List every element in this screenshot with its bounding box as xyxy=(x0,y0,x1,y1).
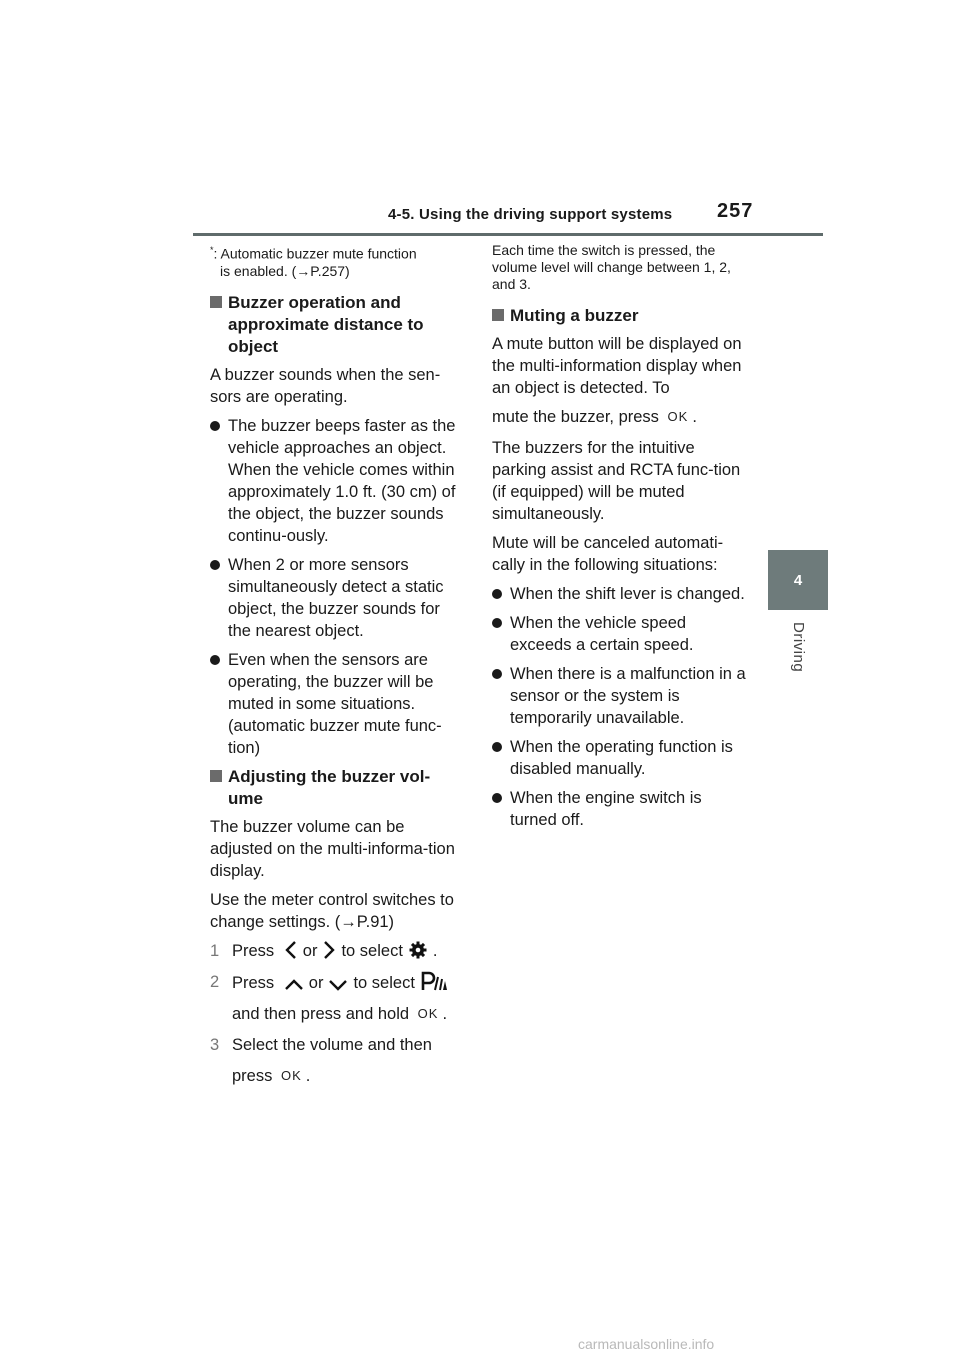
bullet-icon xyxy=(492,589,502,599)
right-column xyxy=(492,242,747,838)
header-title: 4-5. Using the driving support systems xyxy=(388,206,673,223)
paragraph: Mute will be canceled automati-cally in the following situations: xyxy=(492,534,724,574)
list-item-text: When the engine switch is turned off. xyxy=(510,789,702,829)
footnote-mark: * xyxy=(210,245,214,255)
step-3 xyxy=(210,1034,465,1087)
chevron-down-icon xyxy=(329,979,347,991)
list-item xyxy=(492,736,747,780)
ok-key-icon: OK xyxy=(280,1067,302,1083)
chapter-label: Driving xyxy=(790,622,807,673)
list-item-text: Even when the sensors are operating, the buzzer will be muted in some situations. (automatic buzzer mute func-tion) xyxy=(228,650,442,757)
parking-sensor-icon xyxy=(421,971,449,991)
footnote-line1: : Automatic buzzer mute function xyxy=(213,245,417,262)
step-text: to select xyxy=(353,973,415,992)
left-column xyxy=(210,242,465,1096)
list-item xyxy=(492,612,747,656)
step-text: Press xyxy=(232,941,275,960)
step-text: . xyxy=(442,1004,448,1023)
list-item xyxy=(210,415,465,547)
list-item xyxy=(210,649,465,759)
list-item xyxy=(492,663,747,729)
step-2 xyxy=(210,971,465,1025)
header-rule xyxy=(193,233,823,236)
paragraph-text: mute the buzzer, press xyxy=(492,408,659,426)
chevron-left-icon xyxy=(285,941,297,959)
list-item-text: When there is a malfunction in a sensor or the system is temporarily unavailable. xyxy=(510,665,746,727)
bullet-icon xyxy=(210,421,220,431)
ok-key-icon: OK xyxy=(417,1005,439,1021)
paragraph: A buzzer sounds when the sen-sors are operating. xyxy=(210,365,441,406)
paragraph xyxy=(492,406,747,428)
step-text: Press xyxy=(232,973,275,992)
ok-key-icon: OK xyxy=(667,409,689,424)
step-number: 3 xyxy=(210,1035,220,1054)
list-item xyxy=(492,583,747,605)
chapter-tab: 4 xyxy=(768,550,828,610)
list-item-text: When the shift lever is changed. xyxy=(510,585,745,603)
bullet-icon xyxy=(492,669,502,679)
step-text: or xyxy=(302,941,318,960)
step-text: and then press and hold xyxy=(232,1004,410,1023)
chevron-up-icon xyxy=(285,979,303,991)
heading-square-icon xyxy=(210,296,222,308)
step-number: 1 xyxy=(210,941,220,960)
list-item-text: When 2 or more sensors simultaneously detect a static object, the buzzer sounds for the nearest object. xyxy=(228,555,444,640)
step-text: to select xyxy=(341,941,403,960)
heading-text: Adjusting the buzzer vol-ume xyxy=(228,766,431,808)
heading-text: Muting a buzzer xyxy=(510,306,639,325)
step-line xyxy=(232,1065,465,1087)
section-heading-muting xyxy=(492,305,747,327)
bullet-icon xyxy=(492,742,502,752)
bullet-icon xyxy=(492,618,502,628)
bullet-icon xyxy=(210,655,220,665)
volume-note: Each time the switch is pressed, the volume level will change between 1, 2, and 3. xyxy=(492,242,731,292)
gear-icon xyxy=(409,941,427,959)
page-number: 257 xyxy=(717,200,754,222)
step-text: . xyxy=(432,941,438,960)
heading-text: Buzzer operation and approximate distance to object xyxy=(228,292,424,356)
paragraph: The buzzers for the intuitive parking assist and RCTA func-tion (if equipped) will be muted simultaneously. xyxy=(492,439,741,523)
step-number: 2 xyxy=(210,972,220,991)
paragraph: Use the meter control switches to change settings. (→P.91) xyxy=(210,890,454,931)
list-item-text: The buzzer beeps faster as the vehicle approaches an object. When the vehicle comes within approximately 1.0 ft. (30 cm) of the object, the buzzer sounds continu-ously. xyxy=(228,416,456,545)
step-text: press xyxy=(232,1066,273,1085)
watermark: carmanualsonline.info xyxy=(578,1336,715,1352)
paragraph: A mute button will be displayed on the multi-information display when an object is detected. To xyxy=(492,335,742,397)
step-text: Select the volume and then xyxy=(232,1035,432,1054)
heading-square-icon xyxy=(210,770,222,782)
paragraph: The buzzer volume can be adjusted on the multi-informa-tion display. xyxy=(210,817,455,880)
list-item xyxy=(210,554,465,642)
footnote xyxy=(210,242,465,280)
bullet-icon xyxy=(210,560,220,570)
section-heading-buzzer-operation xyxy=(210,292,465,358)
step-text: . xyxy=(305,1066,311,1085)
step-1 xyxy=(210,940,465,962)
step-line xyxy=(232,1003,465,1025)
bullet-icon xyxy=(492,793,502,803)
section-heading-adjusting-volume xyxy=(210,766,465,810)
list-item-text: When the operating function is disabled manually. xyxy=(510,738,733,778)
heading-square-icon xyxy=(492,309,504,321)
step-text: or xyxy=(308,973,324,992)
chevron-right-icon xyxy=(323,941,335,959)
paragraph-text: . xyxy=(692,408,697,426)
list-item-text: When the vehicle speed exceeds a certain speed. xyxy=(510,614,694,654)
footnote-line2: is enabled. (→P.257) xyxy=(220,262,350,279)
list-item xyxy=(492,787,747,831)
